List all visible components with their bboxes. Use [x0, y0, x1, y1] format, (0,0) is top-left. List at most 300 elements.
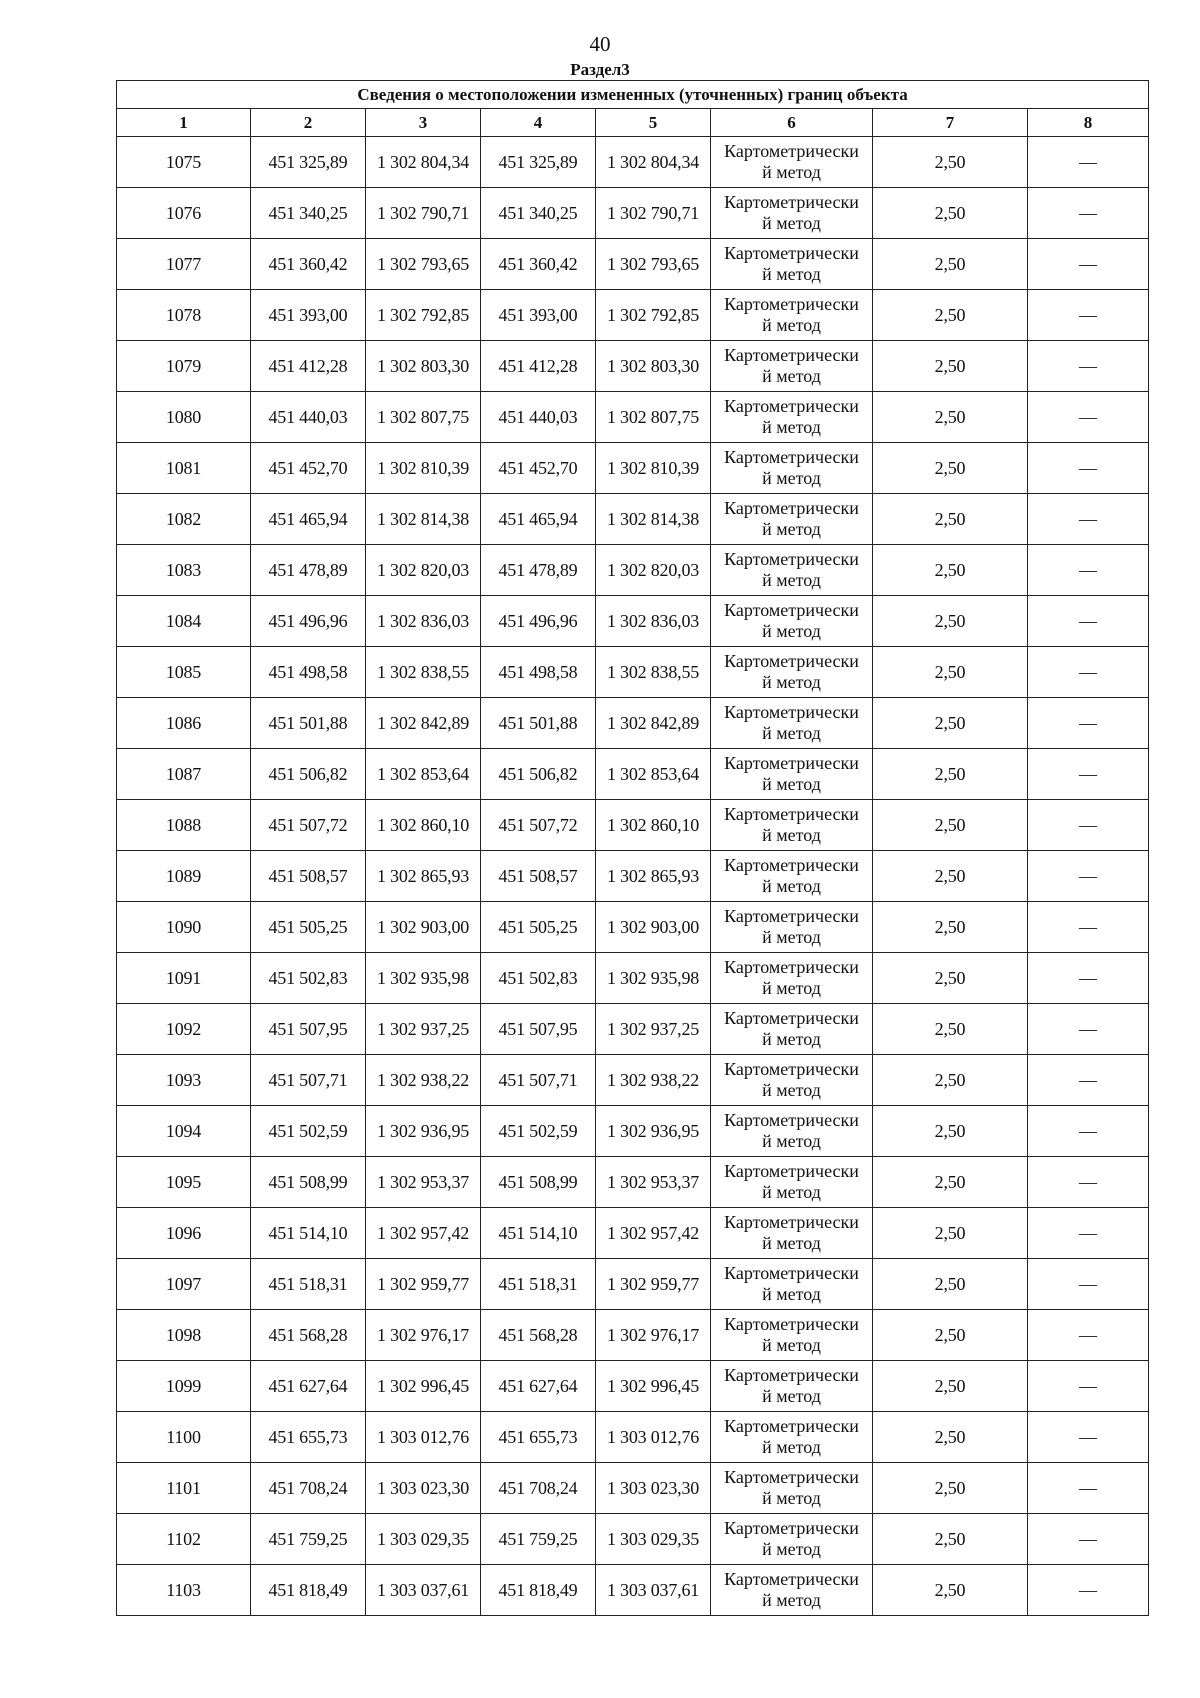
section-label: Раздел3 [570, 60, 630, 79]
coordinate-x-refined-cell: 451 502,59 [481, 1106, 596, 1157]
method-line-2: й метод [762, 366, 821, 386]
coordinate-y-existing-cell: 1 302 903,00 [366, 902, 481, 953]
table-row [117, 851, 1149, 902]
point-number-cell: 1076 [117, 188, 251, 239]
method-line-1: Картометрически [724, 804, 859, 824]
coordinate-y-existing-cell: 1 302 810,39 [366, 443, 481, 494]
accuracy-cell: 2,50 [873, 239, 1028, 290]
table-row [117, 494, 1149, 545]
method-cell [711, 1514, 873, 1565]
coordinate-x-existing-cell: 451 514,10 [251, 1208, 366, 1259]
coordinate-y-refined-cell: 1 302 903,00 [596, 902, 711, 953]
table-caption: Сведения о местоположении измененных (уточненных) границ объекта [117, 81, 1149, 109]
coordinate-x-refined-cell: 451 627,64 [481, 1361, 596, 1412]
table-row [117, 749, 1149, 800]
point-number-cell: 1077 [117, 239, 251, 290]
method-line-2: й метод [762, 264, 821, 284]
point-number-cell: 1095 [117, 1157, 251, 1208]
accuracy-cell: 2,50 [873, 596, 1028, 647]
point-number-cell: 1097 [117, 1259, 251, 1310]
accuracy-cell: 2,50 [873, 953, 1028, 1004]
coordinate-x-refined-cell: 451 507,71 [481, 1055, 596, 1106]
method-line-2: й метод [762, 570, 821, 590]
coordinate-y-existing-cell: 1 302 790,71 [366, 188, 481, 239]
coordinate-y-refined-cell: 1 302 793,65 [596, 239, 711, 290]
coordinates-table [116, 80, 1149, 1616]
coordinate-x-refined-cell: 451 496,96 [481, 596, 596, 647]
method-cell [711, 851, 873, 902]
coordinate-y-existing-cell: 1 302 793,65 [366, 239, 481, 290]
method-line-2: й метод [762, 1131, 821, 1151]
accuracy-cell: 2,50 [873, 800, 1028, 851]
table-row [117, 698, 1149, 749]
accuracy-cell: 2,50 [873, 1361, 1028, 1412]
coordinate-x-refined-cell: 451 452,70 [481, 443, 596, 494]
method-cell [711, 647, 873, 698]
accuracy-cell: 2,50 [873, 341, 1028, 392]
method-cell [711, 239, 873, 290]
coordinate-y-refined-cell: 1 302 976,17 [596, 1310, 711, 1361]
coordinate-x-refined-cell: 451 505,25 [481, 902, 596, 953]
point-number-cell: 1081 [117, 443, 251, 494]
table-row [117, 1514, 1149, 1565]
coordinate-x-refined-cell: 451 518,31 [481, 1259, 596, 1310]
coordinate-y-existing-cell: 1 302 957,42 [366, 1208, 481, 1259]
coordinate-y-existing-cell: 1 302 814,38 [366, 494, 481, 545]
coordinate-y-refined-cell: 1 302 807,75 [596, 392, 711, 443]
coordinate-x-refined-cell: 451 506,82 [481, 749, 596, 800]
method-line-2: й метод [762, 672, 821, 692]
table-row [117, 1565, 1149, 1616]
point-number-cell: 1079 [117, 341, 251, 392]
accuracy-cell: 2,50 [873, 1157, 1028, 1208]
accuracy-cell: 2,50 [873, 443, 1028, 494]
coordinate-y-existing-cell: 1 302 836,03 [366, 596, 481, 647]
description-cell: — [1028, 1412, 1149, 1463]
method-line-1: Картометрически [724, 447, 859, 467]
method-line-2: й метод [762, 1080, 821, 1100]
description-cell: — [1028, 698, 1149, 749]
method-line-1: Картометрически [724, 1212, 859, 1232]
method-cell [711, 1004, 873, 1055]
description-cell: — [1028, 1514, 1149, 1565]
coordinate-x-refined-cell: 451 478,89 [481, 545, 596, 596]
table-row [117, 290, 1149, 341]
table-row [117, 1106, 1149, 1157]
table-row [117, 1361, 1149, 1412]
description-cell: — [1028, 1259, 1149, 1310]
coordinate-x-existing-cell: 451 501,88 [251, 698, 366, 749]
coordinate-x-refined-cell: 451 360,42 [481, 239, 596, 290]
method-line-1: Картометрически [724, 294, 859, 314]
description-cell: — [1028, 1208, 1149, 1259]
point-number-cell: 1092 [117, 1004, 251, 1055]
description-cell: — [1028, 290, 1149, 341]
table-row [117, 902, 1149, 953]
table-row [117, 647, 1149, 698]
method-line-2: й метод [762, 927, 821, 947]
table-body [117, 137, 1149, 1616]
method-cell [711, 1361, 873, 1412]
coordinate-x-refined-cell: 451 507,72 [481, 800, 596, 851]
coordinate-x-existing-cell: 451 465,94 [251, 494, 366, 545]
coordinate-y-refined-cell: 1 302 810,39 [596, 443, 711, 494]
method-line-2: й метод [762, 1590, 821, 1610]
method-cell [711, 545, 873, 596]
coordinate-y-refined-cell: 1 302 790,71 [596, 188, 711, 239]
point-number-cell: 1084 [117, 596, 251, 647]
column-number: 6 [711, 109, 873, 137]
method-cell [711, 392, 873, 443]
method-line-1: Картометрически [724, 396, 859, 416]
accuracy-cell: 2,50 [873, 902, 1028, 953]
method-line-2: й метод [762, 621, 821, 641]
column-number: 5 [596, 109, 711, 137]
coordinate-y-existing-cell: 1 303 037,61 [366, 1565, 481, 1616]
coordinate-x-existing-cell: 451 340,25 [251, 188, 366, 239]
table-row [117, 443, 1149, 494]
coordinate-y-existing-cell: 1 302 804,34 [366, 137, 481, 188]
point-number-cell: 1093 [117, 1055, 251, 1106]
method-cell [711, 188, 873, 239]
column-number: 8 [1028, 109, 1149, 137]
method-cell [711, 698, 873, 749]
coordinate-x-refined-cell: 451 501,88 [481, 698, 596, 749]
method-line-2: й метод [762, 1182, 821, 1202]
coordinate-y-refined-cell: 1 302 953,37 [596, 1157, 711, 1208]
table-row [117, 188, 1149, 239]
column-number: 7 [873, 109, 1028, 137]
accuracy-cell: 2,50 [873, 851, 1028, 902]
coordinate-x-existing-cell: 451 627,64 [251, 1361, 366, 1412]
accuracy-cell: 2,50 [873, 290, 1028, 341]
accuracy-cell: 2,50 [873, 1412, 1028, 1463]
method-line-2: й метод [762, 978, 821, 998]
method-line-1: Картометрически [724, 141, 859, 161]
coordinate-y-existing-cell: 1 302 959,77 [366, 1259, 481, 1310]
description-cell: — [1028, 392, 1149, 443]
coordinate-y-refined-cell: 1 303 023,30 [596, 1463, 711, 1514]
table-caption-row [117, 81, 1149, 109]
description-cell: — [1028, 341, 1149, 392]
accuracy-cell: 2,50 [873, 1004, 1028, 1055]
method-cell [711, 953, 873, 1004]
table-row [117, 137, 1149, 188]
accuracy-cell: 2,50 [873, 1208, 1028, 1259]
description-cell: — [1028, 1004, 1149, 1055]
accuracy-cell: 2,50 [873, 137, 1028, 188]
method-line-2: й метод [762, 213, 821, 233]
method-line-2: й метод [762, 1029, 821, 1049]
coordinate-x-refined-cell: 451 340,25 [481, 188, 596, 239]
table-row [117, 1004, 1149, 1055]
coordinate-x-existing-cell: 451 708,24 [251, 1463, 366, 1514]
method-line-1: Картометрически [724, 549, 859, 569]
description-cell: — [1028, 1361, 1149, 1412]
table-row [117, 1412, 1149, 1463]
method-cell [711, 341, 873, 392]
coordinate-y-refined-cell: 1 302 820,03 [596, 545, 711, 596]
coordinate-x-existing-cell: 451 498,58 [251, 647, 366, 698]
method-line-1: Картометрически [724, 1110, 859, 1130]
method-cell [711, 1310, 873, 1361]
method-line-2: й метод [762, 774, 821, 794]
coordinate-x-existing-cell: 451 393,00 [251, 290, 366, 341]
coordinate-x-existing-cell: 451 508,57 [251, 851, 366, 902]
table-row [117, 545, 1149, 596]
description-cell: — [1028, 1157, 1149, 1208]
method-line-1: Картометрически [724, 1365, 859, 1385]
method-line-2: й метод [762, 162, 821, 182]
point-number-cell: 1100 [117, 1412, 251, 1463]
method-line-1: Картометрически [724, 702, 859, 722]
coordinate-y-refined-cell: 1 302 814,38 [596, 494, 711, 545]
method-cell [711, 1259, 873, 1310]
method-line-2: й метод [762, 1539, 821, 1559]
coordinate-x-existing-cell: 451 502,59 [251, 1106, 366, 1157]
method-line-1: Картометрически [724, 1467, 859, 1487]
method-line-2: й метод [762, 1284, 821, 1304]
method-cell [711, 1157, 873, 1208]
coordinate-y-refined-cell: 1 302 803,30 [596, 341, 711, 392]
description-cell: — [1028, 188, 1149, 239]
description-cell: — [1028, 851, 1149, 902]
table-row [117, 1463, 1149, 1514]
method-line-2: й метод [762, 1488, 821, 1508]
description-cell: — [1028, 239, 1149, 290]
table-row [117, 1259, 1149, 1310]
description-cell: — [1028, 1565, 1149, 1616]
point-number-cell: 1096 [117, 1208, 251, 1259]
method-line-2: й метод [762, 417, 821, 437]
coordinate-x-existing-cell: 451 360,42 [251, 239, 366, 290]
coordinate-x-existing-cell: 451 325,89 [251, 137, 366, 188]
method-cell [711, 800, 873, 851]
coordinate-y-existing-cell: 1 302 860,10 [366, 800, 481, 851]
coordinate-x-refined-cell: 451 412,28 [481, 341, 596, 392]
point-number-cell: 1091 [117, 953, 251, 1004]
coordinate-x-existing-cell: 451 496,96 [251, 596, 366, 647]
method-cell [711, 596, 873, 647]
coordinate-y-existing-cell: 1 302 792,85 [366, 290, 481, 341]
column-number: 4 [481, 109, 596, 137]
method-line-1: Картометрически [724, 855, 859, 875]
coordinate-y-refined-cell: 1 302 842,89 [596, 698, 711, 749]
method-line-2: й метод [762, 315, 821, 335]
accuracy-cell: 2,50 [873, 188, 1028, 239]
coordinate-x-refined-cell: 451 708,24 [481, 1463, 596, 1514]
accuracy-cell: 2,50 [873, 545, 1028, 596]
coordinate-x-refined-cell: 451 508,57 [481, 851, 596, 902]
coordinate-x-existing-cell: 451 518,31 [251, 1259, 366, 1310]
coordinate-x-refined-cell: 451 514,10 [481, 1208, 596, 1259]
accuracy-cell: 2,50 [873, 749, 1028, 800]
coordinate-y-existing-cell: 1 303 012,76 [366, 1412, 481, 1463]
point-number-cell: 1088 [117, 800, 251, 851]
coordinate-x-existing-cell: 451 818,49 [251, 1565, 366, 1616]
page-number: 40 [589, 32, 611, 56]
point-number-cell: 1087 [117, 749, 251, 800]
point-number-cell: 1085 [117, 647, 251, 698]
accuracy-cell: 2,50 [873, 1310, 1028, 1361]
coordinate-x-existing-cell: 451 759,25 [251, 1514, 366, 1565]
accuracy-cell: 2,50 [873, 1106, 1028, 1157]
method-line-1: Картометрически [724, 1059, 859, 1079]
method-cell [711, 1055, 873, 1106]
method-line-1: Картометрически [724, 1008, 859, 1028]
coordinate-x-existing-cell: 451 502,83 [251, 953, 366, 1004]
method-line-1: Картометрически [724, 651, 859, 671]
method-line-1: Картометрически [724, 1161, 859, 1181]
coordinate-x-existing-cell: 451 568,28 [251, 1310, 366, 1361]
coordinate-x-existing-cell: 451 507,71 [251, 1055, 366, 1106]
accuracy-cell: 2,50 [873, 698, 1028, 749]
coordinate-y-refined-cell: 1 302 836,03 [596, 596, 711, 647]
coordinate-x-existing-cell: 451 507,72 [251, 800, 366, 851]
description-cell: — [1028, 596, 1149, 647]
table-row [117, 341, 1149, 392]
description-cell: — [1028, 1463, 1149, 1514]
coordinate-x-refined-cell: 451 498,58 [481, 647, 596, 698]
point-number-cell: 1099 [117, 1361, 251, 1412]
table-row [117, 596, 1149, 647]
accuracy-cell: 2,50 [873, 494, 1028, 545]
accuracy-cell: 2,50 [873, 1565, 1028, 1616]
table-row [117, 953, 1149, 1004]
method-line-1: Картометрически [724, 906, 859, 926]
column-number-row [117, 109, 1149, 137]
coordinate-y-refined-cell: 1 302 957,42 [596, 1208, 711, 1259]
coordinate-y-refined-cell: 1 302 959,77 [596, 1259, 711, 1310]
point-number-cell: 1078 [117, 290, 251, 341]
description-cell: — [1028, 494, 1149, 545]
method-line-1: Картометрически [724, 498, 859, 518]
method-line-1: Картометрически [724, 192, 859, 212]
description-cell: — [1028, 443, 1149, 494]
method-line-1: Картометрически [724, 1518, 859, 1538]
accuracy-cell: 2,50 [873, 1514, 1028, 1565]
coordinate-x-refined-cell: 451 508,99 [481, 1157, 596, 1208]
method-cell [711, 443, 873, 494]
coordinate-x-refined-cell: 451 759,25 [481, 1514, 596, 1565]
accuracy-cell: 2,50 [873, 1259, 1028, 1310]
table-row [117, 239, 1149, 290]
point-number-cell: 1086 [117, 698, 251, 749]
coordinate-y-existing-cell: 1 302 938,22 [366, 1055, 481, 1106]
coordinate-y-existing-cell: 1 302 935,98 [366, 953, 481, 1004]
coordinate-x-refined-cell: 451 568,28 [481, 1310, 596, 1361]
coordinate-y-existing-cell: 1 302 853,64 [366, 749, 481, 800]
coordinate-x-existing-cell: 451 655,73 [251, 1412, 366, 1463]
coordinate-x-refined-cell: 451 465,94 [481, 494, 596, 545]
coordinate-y-existing-cell: 1 302 842,89 [366, 698, 481, 749]
table-row [117, 800, 1149, 851]
table-row [117, 1208, 1149, 1259]
coordinate-x-existing-cell: 451 505,25 [251, 902, 366, 953]
accuracy-cell: 2,50 [873, 647, 1028, 698]
point-number-cell: 1102 [117, 1514, 251, 1565]
method-line-2: й метод [762, 723, 821, 743]
coordinate-x-refined-cell: 451 818,49 [481, 1565, 596, 1616]
method-line-2: й метод [762, 468, 821, 488]
description-cell: — [1028, 137, 1149, 188]
coordinate-x-existing-cell: 451 506,82 [251, 749, 366, 800]
coordinate-y-existing-cell: 1 302 936,95 [366, 1106, 481, 1157]
point-number-cell: 1089 [117, 851, 251, 902]
accuracy-cell: 2,50 [873, 1055, 1028, 1106]
method-line-1: Картометрически [724, 345, 859, 365]
table-row [117, 392, 1149, 443]
description-cell: — [1028, 902, 1149, 953]
method-line-1: Картометрически [724, 957, 859, 977]
method-line-2: й метод [762, 1437, 821, 1457]
column-number: 3 [366, 109, 481, 137]
accuracy-cell: 2,50 [873, 392, 1028, 443]
coordinate-x-refined-cell: 451 393,00 [481, 290, 596, 341]
table-row [117, 1310, 1149, 1361]
coordinate-x-refined-cell: 451 325,89 [481, 137, 596, 188]
description-cell: — [1028, 1106, 1149, 1157]
method-cell [711, 1208, 873, 1259]
coordinate-y-existing-cell: 1 302 937,25 [366, 1004, 481, 1055]
point-number-cell: 1101 [117, 1463, 251, 1514]
description-cell: — [1028, 1310, 1149, 1361]
coordinate-y-existing-cell: 1 302 976,17 [366, 1310, 481, 1361]
coordinate-y-refined-cell: 1 302 792,85 [596, 290, 711, 341]
column-number: 1 [117, 109, 251, 137]
coordinate-y-existing-cell: 1 302 838,55 [366, 647, 481, 698]
description-cell: — [1028, 1055, 1149, 1106]
method-line-1: Картометрически [724, 753, 859, 773]
point-number-cell: 1094 [117, 1106, 251, 1157]
coordinate-y-existing-cell: 1 302 996,45 [366, 1361, 481, 1412]
coordinate-y-existing-cell: 1 302 953,37 [366, 1157, 481, 1208]
method-cell [711, 902, 873, 953]
coordinate-x-existing-cell: 451 452,70 [251, 443, 366, 494]
method-cell [711, 1463, 873, 1514]
coordinate-x-refined-cell: 451 507,95 [481, 1004, 596, 1055]
method-line-1: Картометрически [724, 1314, 859, 1334]
description-cell: — [1028, 647, 1149, 698]
coordinate-x-existing-cell: 451 508,99 [251, 1157, 366, 1208]
coordinate-x-existing-cell: 451 440,03 [251, 392, 366, 443]
method-line-2: й метод [762, 825, 821, 845]
method-line-1: Картометрически [724, 600, 859, 620]
coordinate-y-existing-cell: 1 302 865,93 [366, 851, 481, 902]
method-cell [711, 137, 873, 188]
point-number-cell: 1075 [117, 137, 251, 188]
coordinate-y-refined-cell: 1 302 860,10 [596, 800, 711, 851]
method-cell [711, 1412, 873, 1463]
coordinate-y-refined-cell: 1 302 838,55 [596, 647, 711, 698]
point-number-cell: 1083 [117, 545, 251, 596]
method-cell [711, 1565, 873, 1616]
method-line-1: Картометрически [724, 1569, 859, 1589]
method-line-2: й метод [762, 1335, 821, 1355]
method-cell [711, 1106, 873, 1157]
coordinate-y-refined-cell: 1 303 029,35 [596, 1514, 711, 1565]
method-line-2: й метод [762, 519, 821, 539]
method-cell [711, 749, 873, 800]
column-number: 2 [251, 109, 366, 137]
method-line-2: й метод [762, 876, 821, 896]
coordinate-y-refined-cell: 1 302 804,34 [596, 137, 711, 188]
coordinate-x-existing-cell: 451 478,89 [251, 545, 366, 596]
method-line-1: Картометрически [724, 1416, 859, 1436]
point-number-cell: 1103 [117, 1565, 251, 1616]
description-cell: — [1028, 545, 1149, 596]
coordinate-x-existing-cell: 451 507,95 [251, 1004, 366, 1055]
